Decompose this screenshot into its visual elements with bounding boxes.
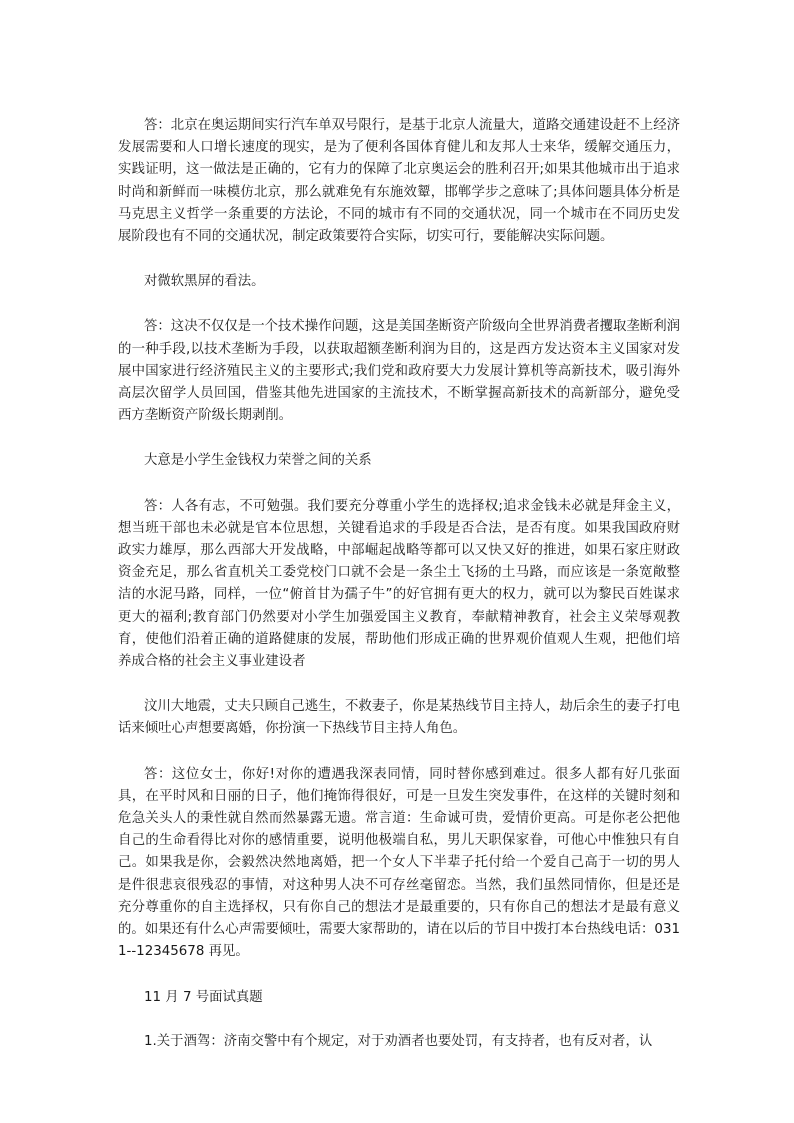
paragraph-spacer [118, 473, 680, 496]
answer-pupil-choice-paragraph: 答：人各有志，不可勉强。我们要充分尊重小学生的选择权;追求金钱未必就是拜金主义，想当班干部也未必就是官本位思想，关键看追求的手段是否合法，是否有度。如果我国政府财政实力雄厚，那么西部大开发战略，中部崛起战略等都可以又快又好的推进，如果石家庄财政资金充足，那么省直机关工委党校门口就不会是一条尘土飞扬的土马路，而应该是一条宽敞整洁的水泥马路，同样，一位“俯首甘为孺子牛”的好官拥有更大的权力，就可以为黎民百姓谋求更大的福利;教育部门仍然要对小学生加强爱国主义教育，奉献精神教育，社会主义荣辱观教育，使他们沿着正确的道路健康的发展，帮助他们形成正确的世界观价值观人生观，把他们培养成合格的社会主义事业建设者 [118, 498, 680, 670]
question-drunk-driving: 1.关于酒驾：济南交警中有个规定，对于劝酒者也要处罚，有支持者，也有反对者，认 [144, 1033, 653, 1049]
question-wenchuan-hotline: 汶川大地震，丈夫只顾自己逃生，不救妻子，你是某热线节目主持人，劫后余生的妻子打电话来倾吐心声想要离婚，你扮演一下热线节目主持人角色。 [118, 699, 680, 737]
section-heading-nov-7-exam: 11 月 7 号面试真题 [144, 989, 263, 1005]
answer-beijing-traffic-paragraph: 答：北京在奥运期间实行汽车单双号限行，是基于北京人流量大，道路交通建设赶不上经济发展需要和人口增长速度的现实，是为了便利各国体育健儿和友邦人士来华，缓解交通压力，实践证明，这一做法是正确的，它有力的保障了北京奥运会的胜利召开;如果其他城市出于追求时尚和新鲜而一味模仿北京，那么就难免有东施效颦，邯郸学步之意味了;具体问题具体分析是马克思主义哲学一条重要的方法论，不同的城市有不同的交通状况，同一个城市在不同历史发展阶段也有不同的交通状况，制定政策要符合实际，切实可行，要能解决实际问题。 [118, 118, 680, 245]
paragraph-spacer [118, 741, 680, 764]
truncated-last-line-wrapper [118, 1031, 680, 1053]
paragraph-spacer [118, 248, 680, 271]
question-microsoft-blackscreen: 对微软黑屏的看法。 [144, 274, 265, 290]
paragraph-spacer [118, 964, 680, 987]
answer-microsoft-blackscreen-paragraph: 答：这决不仅仅是一个技术操作问题，这是美国垄断资产阶级向全世界消费者攫取垄断利润的一种手段,以技术垄断为手段，以获取超额垄断利润为目的，这是西方发达资本主义国家对发展中国家进行经济殖民主义的主要形式;我们党和政府要大力发展计算机等高新技术，吸引海外高层次留学人员回国，借鉴其他先进国家的主流技术，不断掌握高新技术的高新部分，避免受西方垄断资产阶级长期剥削。 [118, 319, 680, 424]
paragraph-spacer [118, 293, 680, 316]
paragraph-spacer [118, 673, 680, 696]
paragraph-spacer [118, 1009, 680, 1031]
paragraph-spacer [118, 427, 680, 450]
question-pupil-money-power-honor: 大意是小学生金钱权力荣誉之间的关系 [144, 453, 372, 469]
answer-hotline-host-paragraph: 答：这位女士，你好!对你的遭遇我深表同情，同时替你感到难过。很多人都有好几张面具，在平时风和日丽的日子，他们掩饰得很好，可是一旦发生突发事件，在这样的关键时刻和危急关头人的秉性就自然而然暴露无遗。常言道：生命诚可贵，爱情价更高。可是你老公把他自己的生命看得比对你的感情重要，说明他极端自私，男儿天职保家眷，可他心中惟独只有自己。如果我是你，会毅然决然地离婚，把一个女人下半辈子托付给一个爱自己高于一切的男人是件很悲哀很残忍的事情，对这种男人决不可存丝毫留恋。当然，我们虽然同情你，但是还是充分尊重你的自主选择权，只有你自己的想法才是最重要的，只有你自己的想法才是最有意义的。如果还有什么心声需要倾吐，需要大家帮助的，请在以后的节目中拨打本台热线电话：0311--12345678 再见。 [118, 766, 680, 960]
document-body [118, 115, 680, 1053]
